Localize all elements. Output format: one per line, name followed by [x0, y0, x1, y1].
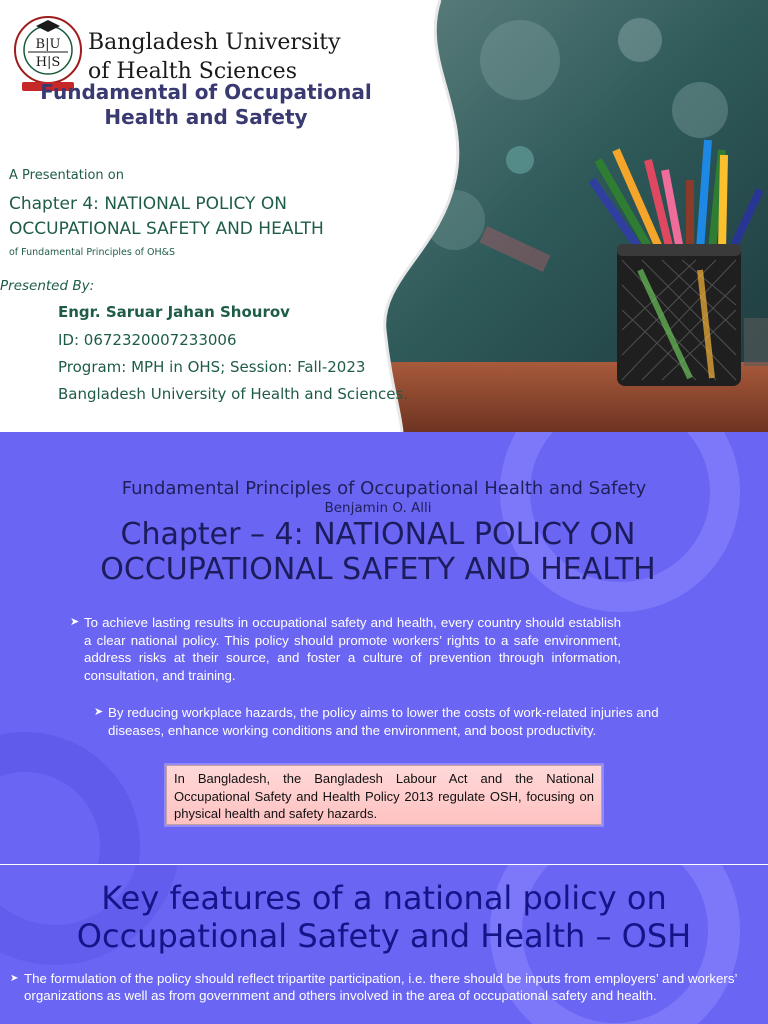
arrow-bullet-icon: ➤: [10, 973, 19, 984]
source-subtitle: of Fundamental Principles of OH&S: [9, 247, 176, 258]
presenter-id: ID: 0672320007233006: [58, 331, 237, 349]
decorative-circle: [0, 732, 140, 864]
course-title: Fundamental of Occupational Health and Safety: [40, 80, 372, 129]
presentation-on-label: A Presentation on: [9, 168, 124, 183]
bullet-text: The formulation of the policy should reflect tripartite participation, i.e. there should be inputs from employers’ and workers’ organizations as well as from government and others involved in the area of occupational safety and health.: [24, 971, 737, 1003]
bullet-paragraph-1: [70, 614, 621, 684]
presented-by-label: Presented By:: [0, 278, 95, 294]
university-name-line-1: Bangladesh University: [88, 30, 341, 55]
presenter-institution: Bangladesh University of Health and Sciences.: [58, 385, 409, 403]
book-author: Benjamin O. Alli: [324, 500, 432, 516]
presenter-name: Engr. Saruar Jahan Shourov: [58, 303, 290, 321]
bullet-text: By reducing workplace hazards, the policy aims to lower the costs of work-related injuries and diseases, enhance working conditions and the environment, and boost productivity.: [108, 705, 659, 738]
highlight-box: In Bangladesh, the Bangladesh Labour Act and the National Occupational Safety and Health Policy 2013 regulate OSH, focusing on physical health and safety hazards.: [166, 765, 602, 825]
university-name: [88, 28, 341, 86]
bullet-text: To achieve lasting results in occupational safety and health, every country should establish a clear national policy. This policy should promote workers’ rights to a safe environment, address risks at their source, and foster a culture of prevention through information, consultation, and training.: [84, 615, 621, 683]
svg-text:B|U: B|U: [35, 37, 61, 52]
title-slide: [0, 0, 768, 432]
svg-text:H|S: H|S: [35, 55, 61, 70]
arrow-bullet-icon: ➤: [70, 616, 80, 628]
key-features-slide: [0, 865, 768, 1024]
key-features-heading: Key features of a national policy on Occupational Safety and Health – OSH: [76, 879, 692, 955]
chapter-heading: Chapter – 4: NATIONAL POLICY ON OCCUPATIONAL SAFETY AND HEALTH: [100, 517, 656, 587]
bullet-paragraph-1: [10, 970, 754, 1004]
arrow-bullet-icon: ➤: [94, 706, 104, 718]
bullet-paragraph-2: [94, 704, 688, 739]
university-name-line-2: of Health Sciences: [88, 59, 297, 84]
chapter-overview-slide: [0, 432, 768, 864]
book-title: Fundamental Principles of Occupational Health and Safety: [121, 478, 647, 499]
presenter-program: Program: MPH in OHS; Session: Fall-2023: [58, 358, 366, 376]
chapter-title: Chapter 4: NATIONAL POLICY ON OCCUPATIONAL SAFETY AND HEALTH: [9, 194, 324, 239]
